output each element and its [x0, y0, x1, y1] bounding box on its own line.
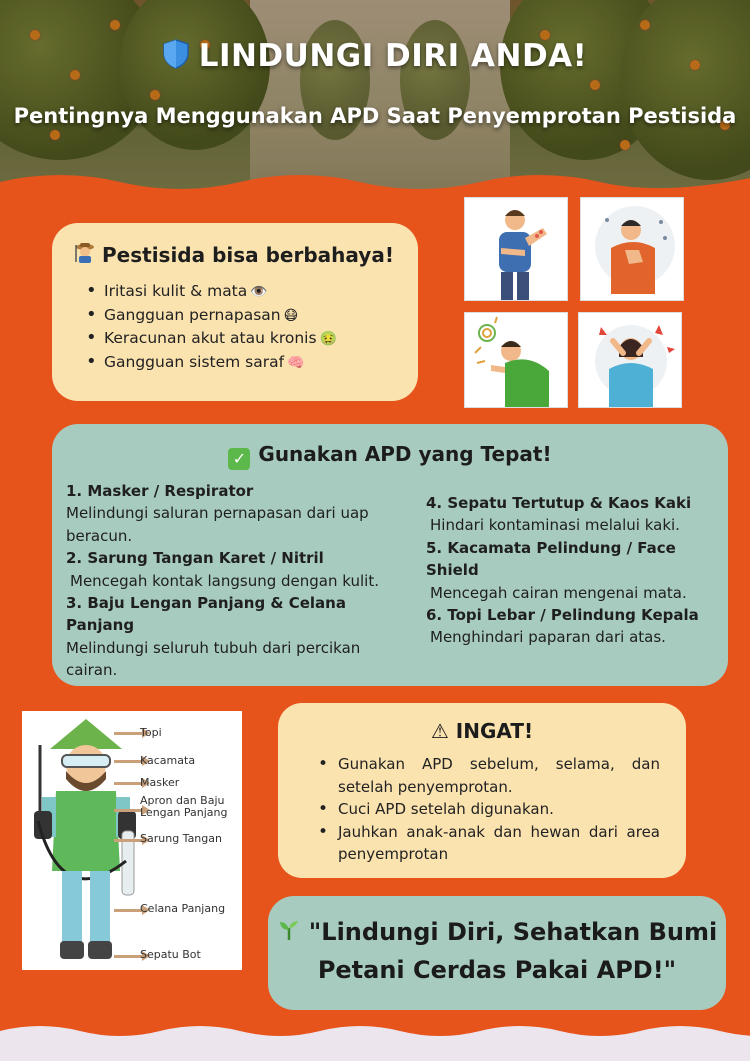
ppe-diagram — [22, 711, 242, 970]
apd-left-column — [66, 480, 416, 682]
skin-irritation-illustration — [464, 197, 568, 301]
danger-card — [52, 223, 418, 401]
label-celana-panjang: Celana Panjang — [140, 902, 226, 915]
label-topi: Topi — [140, 726, 162, 739]
list-item: • Gangguan sistem saraf 🧠 — [86, 351, 396, 375]
reminder-card — [278, 703, 686, 878]
title-text: LINDUNGI DIRI ANDA! — [198, 38, 588, 74]
list-item: • Keracunan akut atau kronis 🤢 — [86, 327, 396, 351]
breathing-problem-illustration — [580, 197, 684, 301]
label-apron: Apron dan Baju Lengan Panjang — [140, 794, 228, 819]
bottom-wave — [0, 1021, 750, 1061]
label-masker: Masker — [140, 776, 180, 789]
label-sepatu-bot: Sepatu Bot — [140, 948, 201, 961]
reminder-list — [318, 753, 660, 866]
danger-heading-text: Pestisida bisa berbahaya! — [102, 242, 394, 267]
apd-heading: ✓ Gunakan APD yang Tepat! — [52, 442, 728, 470]
apd-item: 3. Baju Lengan Panjang & Celana Panjang Melindungi seluruh tubuh dari percikan cairan. — [66, 594, 361, 680]
slogan-line-1: "Lindungi Diri, Sehatkan Bumi — [268, 918, 726, 948]
warning-icon: ⚠ — [430, 719, 449, 743]
shield-icon — [163, 39, 189, 77]
reminder-heading: ⚠ INGAT! — [430, 719, 534, 743]
mask-face-icon: 😷 — [283, 307, 299, 324]
poisoning-illustration — [464, 312, 568, 408]
brain-icon: 🧠 — [287, 354, 305, 371]
list-item: • Cuci APD setelah digunakan. — [318, 798, 660, 821]
slogan-card — [268, 896, 726, 1010]
label-kacamata: Kacamata — [140, 754, 196, 767]
danger-heading — [74, 241, 396, 268]
label-sarung-tangan: Sarung Tangan — [140, 832, 222, 845]
apd-right-column — [426, 492, 722, 649]
list-item: • Gangguan pernapasan 😷 — [86, 304, 396, 328]
apd-item: 2. Sarung Tangan Karet / Nitril Mencegah kontak langsung dengan kulit. — [66, 549, 379, 590]
apd-card — [52, 424, 728, 686]
eye-icon: 👁️ — [250, 284, 268, 300]
apd-item: 6. Topi Lebar / Pelindung Kepala Menghindari paparan dari atas. — [426, 606, 699, 647]
apd-item: 4. Sepatu Tertutup & Kaos Kaki Hindari kontaminasi melalui kaki. — [426, 494, 692, 535]
nauseated-face-icon: 🤢 — [319, 331, 338, 347]
apd-item: 5. Kacamata Pelindung / Face Shield Mencegah cairan mengenai mata. — [426, 538, 687, 602]
list-item: • Gunakan APD sebelum, selama, dan setelah penyemprotan. — [318, 753, 660, 798]
list-item: • Iritasi kulit & mata 👁️ — [86, 280, 396, 304]
farmer-icon — [74, 241, 96, 268]
sprout-icon — [277, 918, 301, 948]
page-subtitle: Pentingnya Menggunakan APD Saat Penyemprotan Pestisida — [13, 104, 737, 128]
page-title — [0, 38, 750, 77]
check-icon: ✓ — [228, 448, 250, 470]
apd-item: 1. Masker / Respirator Melindungi saluran pernapasan dari uap beracun. — [66, 482, 369, 545]
danger-list — [74, 280, 396, 374]
list-item: • Jauhkan anak-anak dan hewan dari area penyemprotan — [318, 821, 660, 866]
slogan-line-2: Petani Cerdas Pakai APD!" — [317, 956, 677, 984]
headache-illustration — [578, 312, 682, 408]
